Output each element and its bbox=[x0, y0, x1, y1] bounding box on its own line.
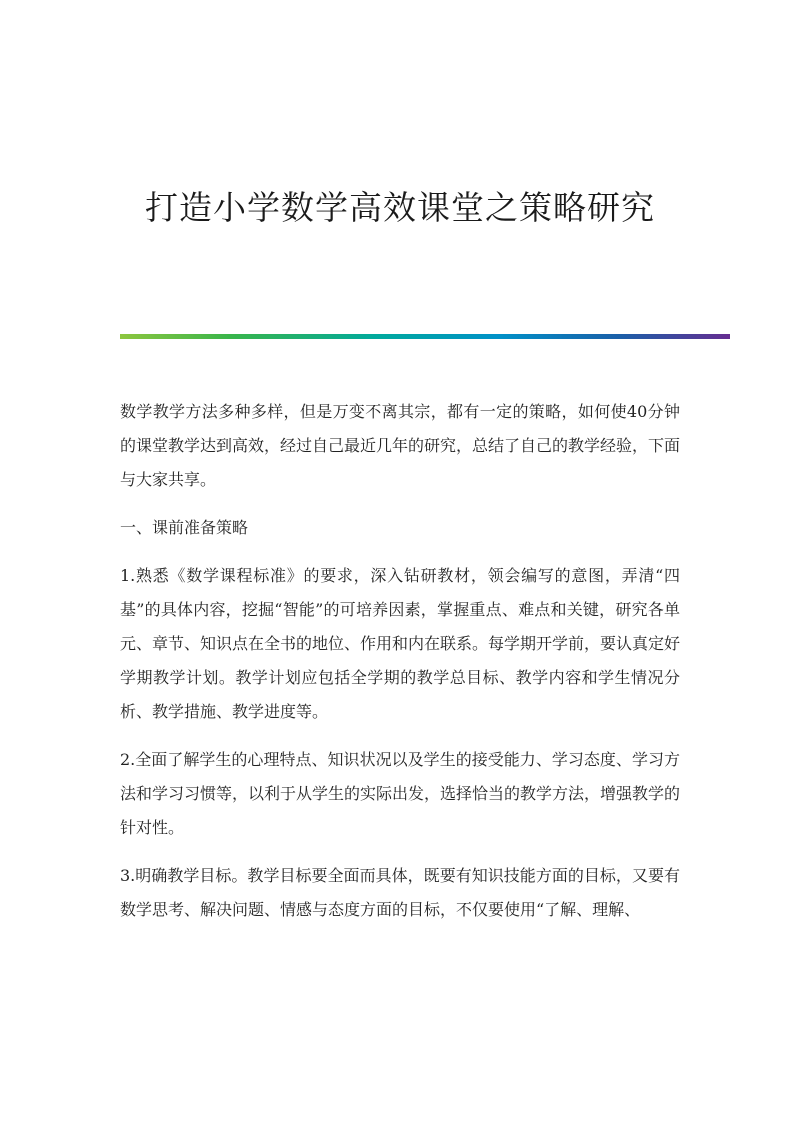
intro-paragraph: 数学教学方法多种多样，但是万变不离其宗，都有一定的策略，如何使40分钟的课堂教学达到高效，经过自己最近几年的研究，总结了自己的教学经验，下面与大家共享。 bbox=[120, 402, 681, 489]
document-title: 打造小学数学高效课堂之策略研究 bbox=[145, 188, 655, 227]
paragraph-item-3: 3.明确教学目标。教学目标要全面而具体，既要有知识技能方面的目标，又要有数学思考、解决问题、情感与态度方面的目标，不仅要使用“了解、理解、 bbox=[120, 866, 680, 919]
document-body bbox=[120, 395, 680, 941]
paragraph-item-1: 1.熟悉《数学课程标准》的要求，深入钻研教材，领会编写的意图，弄清“四基”的具体内容，挖掘“智能”的可培养因素，掌握重点、难点和关键，研究各单元、章节、知识点在全书的地位、作用和内在联系。每学期开学前，要认真定好学期教学计划。教学计划应包括全学期的教学总目标、教学内容和学生情况分析、教学措施、教学进度等。 bbox=[120, 566, 681, 721]
section-heading: 一、课前准备策略 bbox=[120, 518, 249, 537]
paragraph-item-2: 2.全面了解学生的心理特点、知识状况以及学生的接受能力、学习态度、学习方法和学习习惯等，以利于从学生的实际出发，选择恰当的教学方法，增强教学的针对性。 bbox=[120, 750, 681, 837]
gradient-divider bbox=[120, 334, 730, 339]
